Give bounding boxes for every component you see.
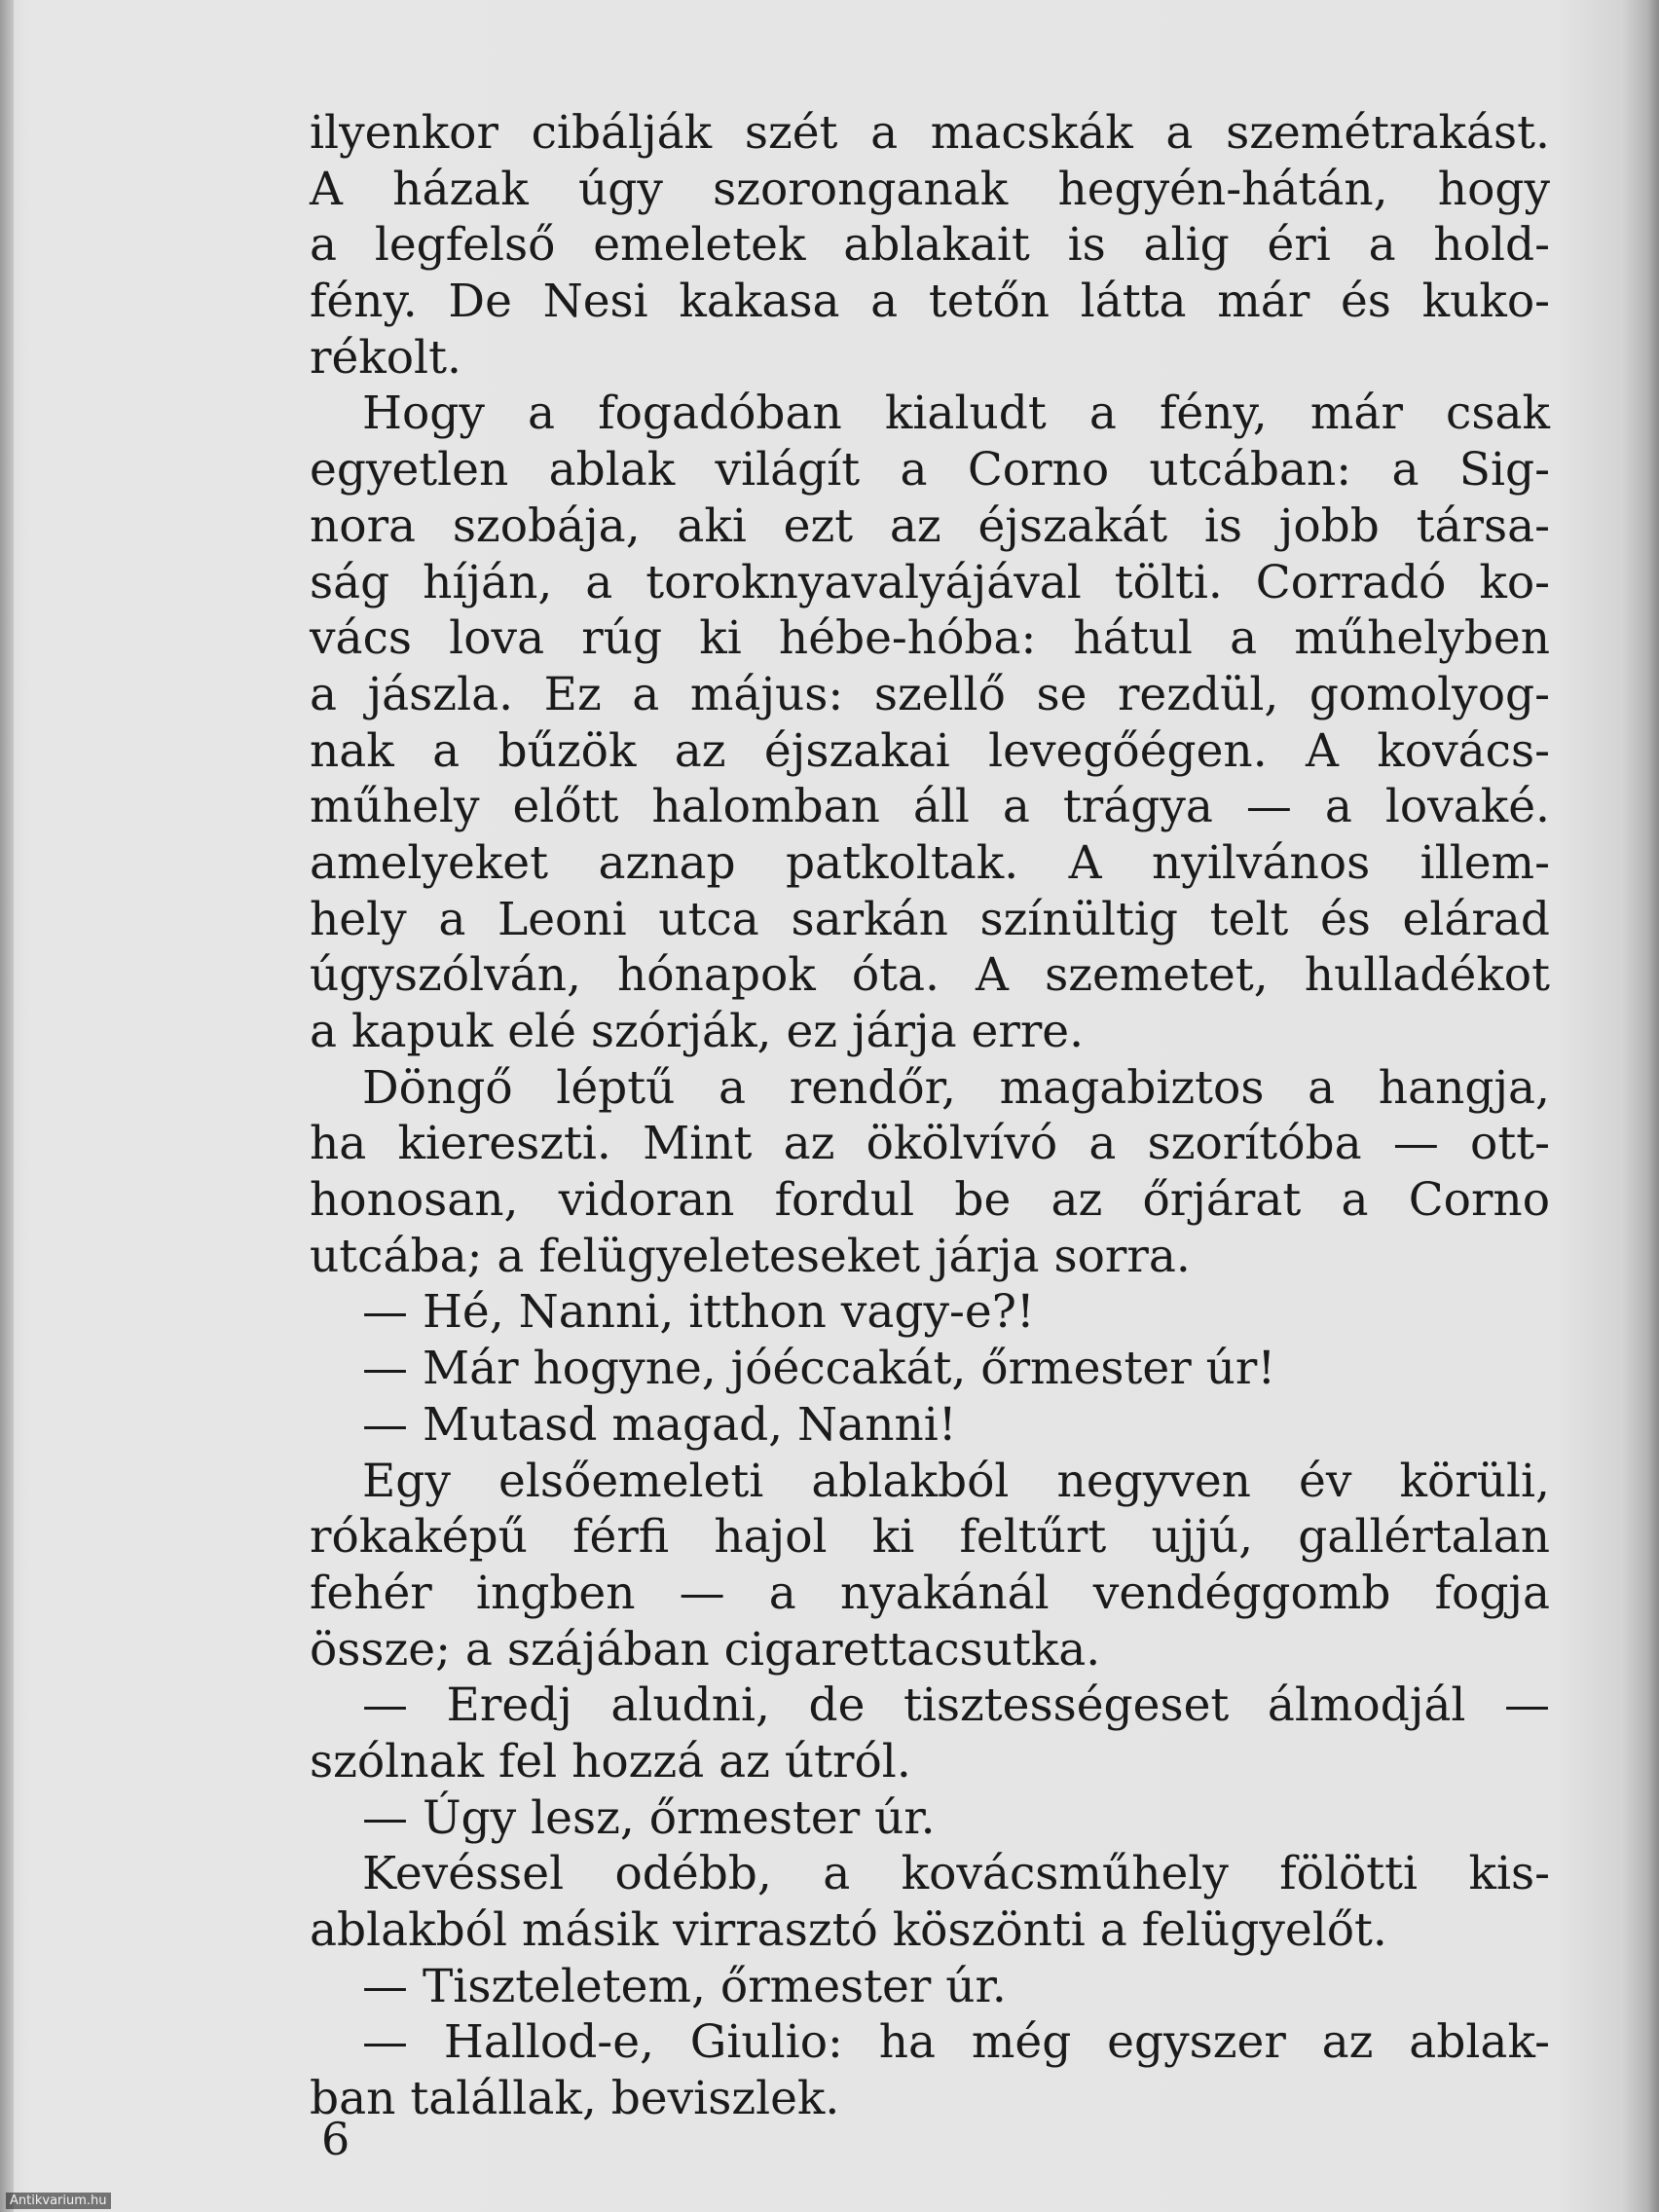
text-line: honosan, vidoran fordul be az őrjárat a Corno <box>310 1173 1550 1228</box>
text-line: rékolt. <box>310 330 461 385</box>
text-line: nora szobája, aki ezt az éjszakát is jobb társa- <box>310 498 1550 553</box>
text-line: ban talállak, beviszlek. <box>310 2072 840 2126</box>
text-line: fehér ingben — a nyakánál vendéggomb fogja <box>310 1566 1550 1620</box>
text-line: — Már hogyne, jóéccakát, őrmester úr! <box>362 1342 1276 1396</box>
text-line: — Hallod-e, Giulio: ha még egyszer az ablak- <box>362 2015 1550 2070</box>
text-line: egyetlen ablak világít a Corno utcában: a Sig- <box>310 443 1550 498</box>
text-line: a kapuk elé szórják, ez járja erre. <box>310 1005 1085 1058</box>
body-text <box>310 105 1550 2127</box>
text-line: A házak úgy szoronganak hegyén-hátán, hogy <box>310 162 1550 216</box>
text-line: a jászla. Ez a május: szellő se rezdül, gomolyog- <box>310 667 1550 721</box>
text-line: össze; a szájában cigarettacsutka. <box>310 1622 1101 1677</box>
text-line: rókaképű férfi hajol ki feltűrt ujjú, gallértalan <box>310 1510 1550 1565</box>
text-line: — Hé, Nanni, itthon vagy-e?! <box>362 1285 1035 1340</box>
text-line: ság híján, a toroknyavalyájával tölti. Corradó ko- <box>310 555 1550 609</box>
text-line: nak a bűzök az éjszakai levegőégen. A kovács- <box>310 723 1550 778</box>
text-line: — Mutasd magad, Nanni! <box>362 1397 957 1452</box>
page-right-edge-shadow <box>1620 0 1659 2212</box>
text-line: műhely előtt halomban áll a trágya — a lovaké. <box>310 780 1550 834</box>
text-line: ablakból másik virrasztó köszönti a felügyelőt. <box>310 1903 1387 1957</box>
text-line: hely a Leoni utca sarkán színültig telt és elárad <box>310 892 1550 946</box>
text-line: utcába; a felügyeleteseket járja sorra. <box>310 1229 1191 1283</box>
text-line: úgyszólván, hónapok óta. A szemetet, hulladékot <box>310 948 1550 1003</box>
text-line: amelyeket aznap patkoltak. A nyilvános illem- <box>310 835 1550 890</box>
text-line: Hogy a fogadóban kialudt a fény, már csak <box>362 387 1550 441</box>
text-line: fény. De Nesi kakasa a tetőn látta már és kuko- <box>310 275 1550 329</box>
watermark: Antikvarium.hu <box>6 2193 111 2209</box>
page-number: 6 <box>321 2113 350 2165</box>
text-line: vács lova rúg ki hébe-hóba: hátul a műhelyben <box>310 611 1550 666</box>
text-line: Kevéssel odébb, a kovácsműhely fölötti kis- <box>362 1847 1550 1901</box>
text-line: ha kiereszti. Mint az ökölvívó a szorítóba — ott- <box>310 1117 1550 1171</box>
text-line: ilyenkor cibálják szét a macskák a szemétrakást. <box>310 106 1550 160</box>
text-line: — Úgy lesz, őrmester úr. <box>362 1790 936 1845</box>
page-left-edge-shadow <box>0 0 14 2212</box>
text-line: — Eredj aludni, de tisztességeset álmodjál — <box>362 1678 1550 1733</box>
text-line: a legfelső emeletek ablakait is alig éri a hold- <box>310 218 1550 273</box>
text-line: — Tiszteletem, őrmester úr. <box>362 1959 1007 2013</box>
text-line: szólnak fel hozzá az útról. <box>310 1734 911 1788</box>
text-line: Döngő léptű a rendőr, magabiztos a hangja, <box>362 1060 1550 1115</box>
text-line: Egy elsőemeleti ablakból negyven év körüli, <box>362 1454 1550 1508</box>
